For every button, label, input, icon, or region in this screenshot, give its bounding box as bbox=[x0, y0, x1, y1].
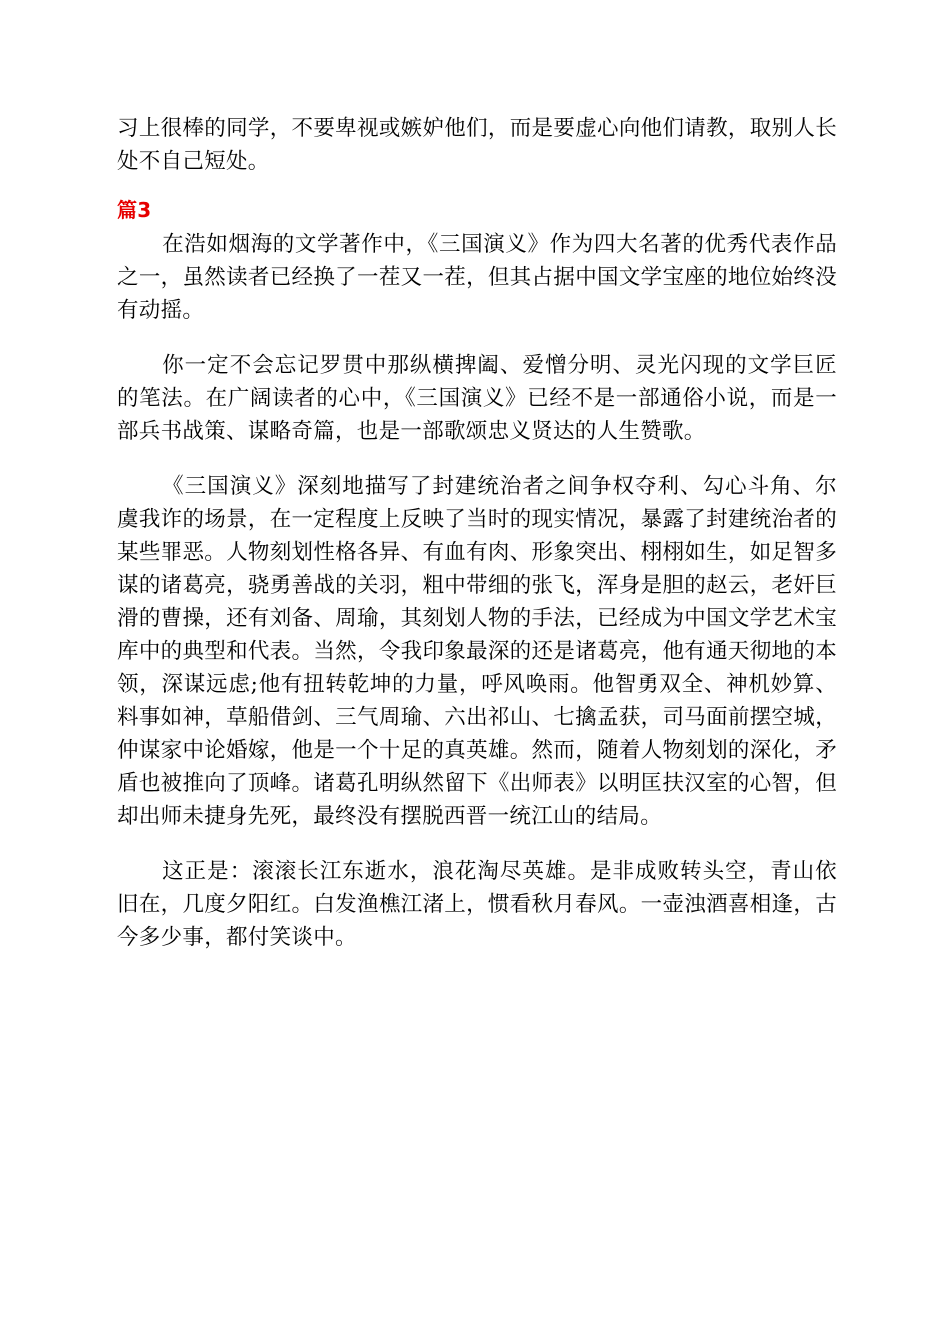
section-heading: 篇3 bbox=[117, 198, 152, 222]
paragraph-1: 在浩如烟海的文学著作中，《三国演义》作为四大名著的优秀代表作品之一，虽然读者已经换了一茬又一茬，但其占据中国文学宝座的地位始终没有动摇。 bbox=[117, 232, 837, 323]
paragraph-3: 《三国演义》深刻地描写了封建统治者之间争权夺利、勾心斗角、尔虞我诈的场景，在一定程度上反映了当时的现实情况，暴露了封建统治者的某些罪恶。人物刻划性格各异、有血有肉、形象突出、栩栩如生，如足智多谋的诸葛亮，骁勇善战的关羽，粗中带细的张飞，浑身是胆的赵云，老奸巨滑的曹操，还有刘备、周瑜，其刻划人物的手法，已经成为中国文学艺术宝库中的典型和代表。当然，令我印象最深的还是诸葛亮，他有通天彻地的本领，深谋远虑;他有扭转乾坤的力量，呼风唤雨。他智勇双全、神机妙算、料事如神，草船借剑、三气周瑜、六出祁山、七擒孟获，司马面前摆空城，仲谋家中论婚嫁，他是一个十足的真英雄。然而，随着人物刻划的深化，矛盾也被推向了顶峰。诸葛孔明纵然留下《出师表》以明匡扶汉室的心智，但却出师未捷身先死，最终没有摆脱西晋一统江山的结局。 bbox=[117, 474, 837, 829]
paragraph-4: 这正是：滚滚长江东逝水，浪花淘尽英雄。是非成败转头空，青山依旧在，几度夕阳红。白发渔樵江渚上，惯看秋月春风。一壶浊酒喜相逢，古今多少事，都付笑谈中。 bbox=[117, 859, 837, 950]
document-body bbox=[117, 112, 837, 976]
paragraph-2: 你一定不会忘记罗贯中那纵横捭阖、爱憎分明、灵光闪现的文学巨匠的笔法。在广阔读者的心中，《三国演义》已经不是一部通俗小说，而是一部兵书战策、谋略奇篇，也是一部歌颂忠义贤达的人生赞歌。 bbox=[117, 353, 837, 444]
intro-paragraph: 习上很棒的同学，不要卑视或嫉妒他们，而是要虚心向他们请教，取别人长处不自己短处。 bbox=[117, 116, 837, 174]
